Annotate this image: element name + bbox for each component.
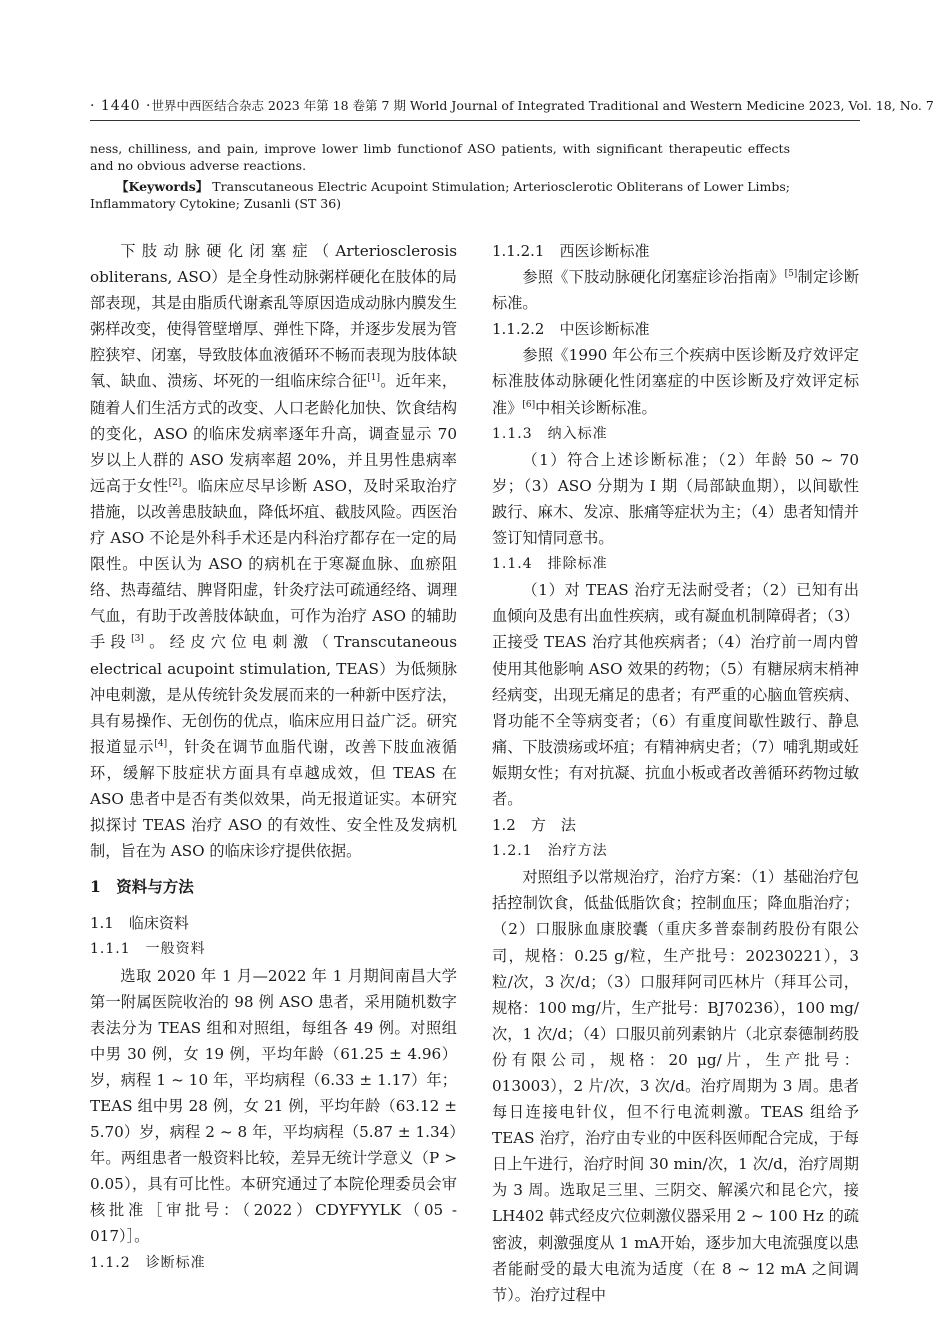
intro-paragraph <box>90 238 457 864</box>
journal-citation: 世界中西医结合杂志 2023 年第 18 卷第 7 期 World Journal of Integrated Traditional and Western Medicine 2023, Vol. 18, No. 7 <box>151 98 934 113</box>
intro-text-4: 。经皮穴位电刺激（Transcutaneous electrical acupoint stimulation, TEAS）为低频脉冲电刺激，是从传统针灸发展而来的一种新中医疗法，具有易操作、无创伤的优点，临床应用日益广泛。研究报道显示 <box>90 633 457 756</box>
header-rule <box>90 120 860 121</box>
keywords-line <box>90 178 790 212</box>
section-heading-1-1-3: 1.1.3 纳入标准 <box>492 425 608 442</box>
intro-text-3: 。临床应尽早诊断 ASO，及时采取治疗措施，以改善患肢缺血，降低坏疽、截肢风险。西医治疗 ASO 不论是外科手术还是内科治疗都存在一定的局限性。中医认为 ASO 的病机在于寒凝血脉、血瘀阻络、热毒蕴结、脾肾阳虚，针灸疗法可疏通经络、调理气血，有助于改善肢体缺血，可作为治疗 ASO 的辅助手段 <box>90 476 458 652</box>
section-heading-1-1: 1.1 临床资料 <box>90 914 189 933</box>
running-header <box>90 96 934 114</box>
citation-1: [1] <box>367 373 380 384</box>
section-heading-1-1-2-2: 1.1.2.2 中医诊断标准 <box>492 320 650 339</box>
intro-text-1: 下肢动脉硬化闭塞症（Arteriosclerosis obliterans, ASO）是全身性动脉粥样硬化在肢体的局部表现，其是由脂质代谢紊乱等原因造成动脉内膜发生粥样改变，使得管壁增厚、弹性下降，并逐步发展为管腔狭窄、闭塞，导致肢体血液循环不畅而表现为肢体缺氧、缺血、溃疡、坏死的一组临床综合征 <box>90 242 457 391</box>
tcm-criteria-paragraph <box>492 342 859 420</box>
section-heading-1-1-4: 1.1.4 排除标准 <box>492 556 608 573</box>
citation-6: [6] <box>522 399 536 410</box>
tcm-criteria-text-end: 中相关诊断标准。 <box>535 398 657 417</box>
western-criteria-text: 参照《下肢动脉硬化闭塞症诊治指南》 <box>522 268 785 287</box>
citation-4: [4] <box>154 738 168 749</box>
section-heading-1-2-1: 1.2.1 治疗方法 <box>492 843 608 860</box>
keywords-text: Transcutaneous Electric Acupoint Stimulation; Arteriosclerotic Obliterans of Lower Limbs; Inflammatory Cytokine; Zusanli (ST 36) <box>90 179 790 211</box>
section-heading-1: 1 资料与方法 <box>90 877 194 897</box>
citation-3: [3] <box>131 634 144 645</box>
section-heading-1-2: 1.2 方 法 <box>492 816 576 835</box>
exclusion-paragraph: （1）对 TEAS 治疗无法耐受者；（2）已知有出血倾向及患有出血性疾病，或有凝血机制障碍者；（3）正接受 TEAS 治疗其他疾病者；（4）治疗前一周内曾使用其他影响 ASO 效果的药物；（5）有糖尿病末梢神经病变，出现无痛足的患者；有严重的心脑血管疾病、肾功能不全等病变者；（6）有重度间歇性跛行、静息痛、下肢溃疡或坏疽；有精神病史者；（7）哺乳期或妊娠期女性；有对抗凝、抗血小板或者改善循环药物过敏者。 <box>492 581 859 808</box>
left-column <box>90 238 457 1276</box>
page-number: · 1440 · <box>90 98 152 114</box>
intro-text-2: 。近年来，随着人们生活方式的改变、人口老龄化加快、饮食结构的变化，ASO 的临床发病率逐年升高，调查显示 70 岁以上人群的 ASO 发病率超 20%，并且男性患病率远高于女性 <box>90 372 458 495</box>
western-criteria-paragraph <box>492 264 859 316</box>
general-data-paragraph: 选取 2020 年 1 月—2022 年 1 月期间南昌大学第一附属医院收治的 98 例 ASO 患者，采用随机数字表法分为 TEAS 组和对照组，每组各 49 例。对照组中男 30 例，女 19 例，平均年龄（61.25 ± 4.96）岁，病程 1 ~ 10 年，平均病程（6.33 ± 1.17）年；TEAS 组中男 28 例，女 21 例，平均年龄（63.12 ± 5.70）岁，病程 2 ~ 8 年，平均病程（5.87 ± 1.34）年。两组患者一般资料比较，差异无统计学意义（P > 0.05），具有可比性。本研究通过了本院伦理委员会审核批准［审批号：（2022）CDYFYYLK（05 - 017）］。 <box>90 966 457 1246</box>
abstract-block <box>90 140 790 212</box>
method-paragraph: 对照组予以常规治疗，治疗方案：（1）基础治疗包括控制饮食，低盐低脂饮食；控制血压；降血脂治疗；（2）口服脉血康胶囊（重庆多普泰制药股份有限公司，规格：0.25 g/粒，生产批号：20230221），3 粒/次，3 次/d；（3）口服拜阿司匹林片（拜耳公司，规格：100 mg/片，生产批号：BJ70236），100 mg/次，1 次/d；（4）口服贝前列素钠片（北京泰德制药股份有限公司，规格：20 μg/片，生产批号：013003），2 片/次，3 次/d。治疗周期为 3 周。患者每日连接电针仪，但不行电流刺激。TEAS 组给予 TEAS 治疗，治疗由专业的中医科医师配合完成，于每日上午进行，治疗时间 30 min/次，1 次/d，治疗周期为 3 周。选取足三里、三阴交、解溪穴和昆仑穴，接 LH402 韩式经皮穴位刺激仪器采用 2 ~ 100 Hz 的疏密波，刺激强度从 1 mA开始，逐步加大电流强度以患者能耐受的最大电流为适度（在 8 ~ 12 mA 之间调节）。治疗过程中 <box>492 868 859 1304</box>
western-criteria-text-end: 制定诊断标准。 <box>492 268 859 313</box>
citation-5: [5] <box>784 269 798 280</box>
section-heading-1-1-1: 1.1.1 一般资料 <box>90 941 206 958</box>
citation-2: [2] <box>168 477 182 488</box>
keywords-label: 【Keywords】 <box>116 179 209 194</box>
section-heading-1-1-2-1: 1.1.2.1 西医诊断标准 <box>492 242 650 260</box>
abstract-continuation: ness, chilliness, and pain, improve lower limb functionof ASO patients, with significant therapeutic effects and no obvious adverse reactions. <box>90 141 790 173</box>
right-column <box>492 238 859 1308</box>
intro-text-5: ，针灸在调节血脂代谢，改善下肢血液循环，缓解下肢症状方面具有卓越成效，但 TEAS 在 ASO 患者中是否有类似效果，尚无报道证实。本研究拟探讨 TEAS 治疗 ASO 的有效性、安全性及发病机制，旨在为 ASO 的临床诊疗提供依据。 <box>90 737 458 861</box>
tcm-criteria-text: 参照《1990 年公布三个疾病中医诊断及疗效评定标准肢体动脉硬化性闭塞症的中医诊断及疗效评定标准》 <box>492 346 859 417</box>
inclusion-paragraph: （1）符合上述诊断标准；（2）年龄 50 ~ 70 岁；（3）ASO 分期为 Ⅰ 期（局部缺血期），以间歇性跛行、麻木、发凉、胀痛等症状为主；（4）患者知情并签订知情同意书。 <box>492 450 859 548</box>
section-heading-1-1-2: 1.1.2 诊断标准 <box>90 1254 206 1271</box>
